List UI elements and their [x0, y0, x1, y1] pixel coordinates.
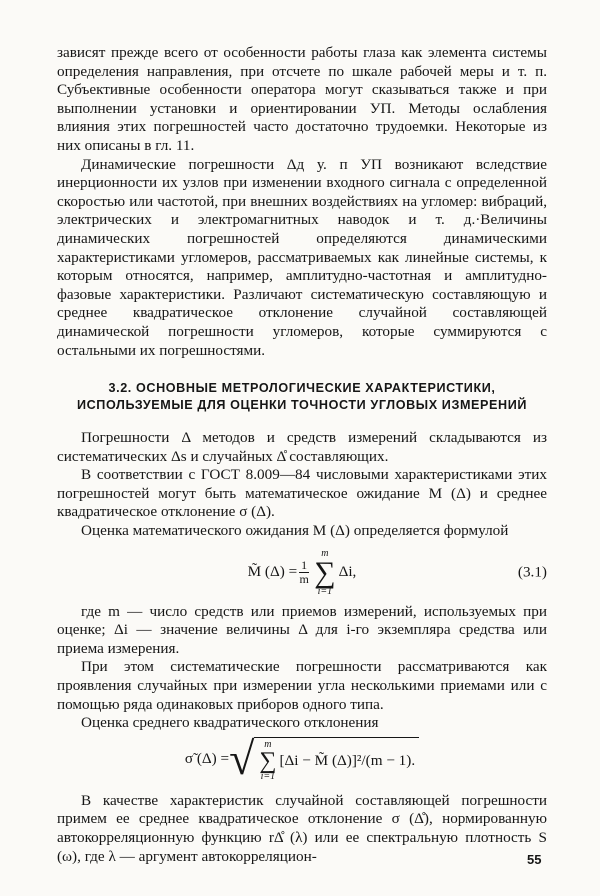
page-number: 55: [527, 852, 542, 867]
sum-upper-limit: m: [321, 547, 329, 559]
formula-std-dev: [57, 732, 547, 784]
radical-sign: √: [229, 732, 255, 784]
paragraph-6: где m — число средств или приемов измерений, используемых при оценке; Δi — значение величины Δ для i-го экземпляра средства или приема измерения.: [57, 602, 547, 657]
paragraph-8: Оценка среднего квадратического отклонения: [81, 714, 379, 732]
formula-3-1-fraction: [299, 559, 309, 586]
formula-3-1-lhs: M̃ (Δ) =: [247, 563, 298, 581]
paragraph-4: В соответствии с ГОСТ 8.009—84 числовыми характеристиками этих погрешностей могут быть математическое ожидание M (Δ) и среднее квадратическое отклонение σ (Δ).: [57, 466, 547, 521]
paragraph-9: В качестве характеристик случайной составляющей погрешности примем ее среднее квадратическое отклонение σ (Δ̊), нормированную автокорреляционную функцию rΔ̊ (λ) или ее спектральную плотность S (ω), где λ — аргумент автокорреляцион-: [57, 791, 547, 865]
formula-3-1: [57, 549, 547, 597]
sum-lower-limit: i=1: [317, 585, 333, 597]
sum-lower-limit-2: i=1: [260, 770, 276, 782]
paragraph-1: зависят прежде всего от особенности работы глаза как элемента системы определения направления, при отсчете по шкале рабочей меры и т. п. Субъективные особенности оператора могут сказываться также и при выполнении установки и ориентировании УП. Методы ослабления влияния этих погрешностей часто достаточно трудоемки. Некоторые из них описаны в гл. 11.: [57, 44, 547, 154]
fraction-denominator: m: [299, 572, 309, 587]
fraction-numerator: 1: [301, 558, 308, 573]
paragraph-7: При этом систематические погрешности рассматриваются как проявления случайных при измерении угла несколькими приемами или с помощью ряда одинаковых приборов одного типа.: [57, 658, 547, 713]
summation-sign-2: m ∑ i=1: [259, 738, 277, 782]
summation-sign: m ∑ i=1: [314, 547, 336, 597]
radicand: [254, 737, 419, 782]
section-heading: [57, 380, 547, 414]
section-heading-line-2: ИСПОЛЬЗУЕМЫЕ ДЛЯ ОЦЕНКИ ТОЧНОСТИ УГЛОВЫХ ИЗМЕРЕНИЙ: [76, 398, 528, 413]
paragraph-5: Оценка математического ожидания M (Δ) определяется формулой: [81, 522, 509, 540]
equation-number: (3.1): [517, 563, 547, 581]
sum-upper-limit-2: m: [264, 738, 272, 750]
formula-3-1-term: Δi,: [338, 563, 357, 581]
formula-std-dev-lhs: σ̃ (Δ) =: [184, 750, 230, 768]
text-block: [57, 44, 547, 866]
paragraph-2: Динамические погрешности Δд у. п УП возникают вследствие инерционности их узлов при изменении входного сигнала с определенной скоростью или частотой, при внешних воздействиях на угломер: вибраций, электрических и электромагнитных наводок и т. д.·Величины динамических погрешностей определяются динамическими характеристиками угломеров, рассматриваемых как линейные системы, к которым относятся, например, амплитудно-частотная и амплитудно-фазовые характеристики. Различают систематическую составляющую и среднее квадратическое отклонение случайной составляющей динамической погрешности угломеров, которые суммируются с остальными их погрешностями.: [57, 155, 547, 359]
square-root: [229, 732, 419, 784]
radicand-expression: [Δi − M̃ (Δ)]²/(m − 1).: [279, 751, 416, 769]
section-heading-line-1: 3.2. ОСНОВНЫЕ МЕТРОЛОГИЧЕСКИЕ ХАРАКТЕРИСТИКИ,: [108, 381, 496, 396]
paragraph-3: Погрешности Δ методов и средств измерений складываются из систематических Δs и случайных Δ̊ составляющих.: [57, 429, 547, 465]
